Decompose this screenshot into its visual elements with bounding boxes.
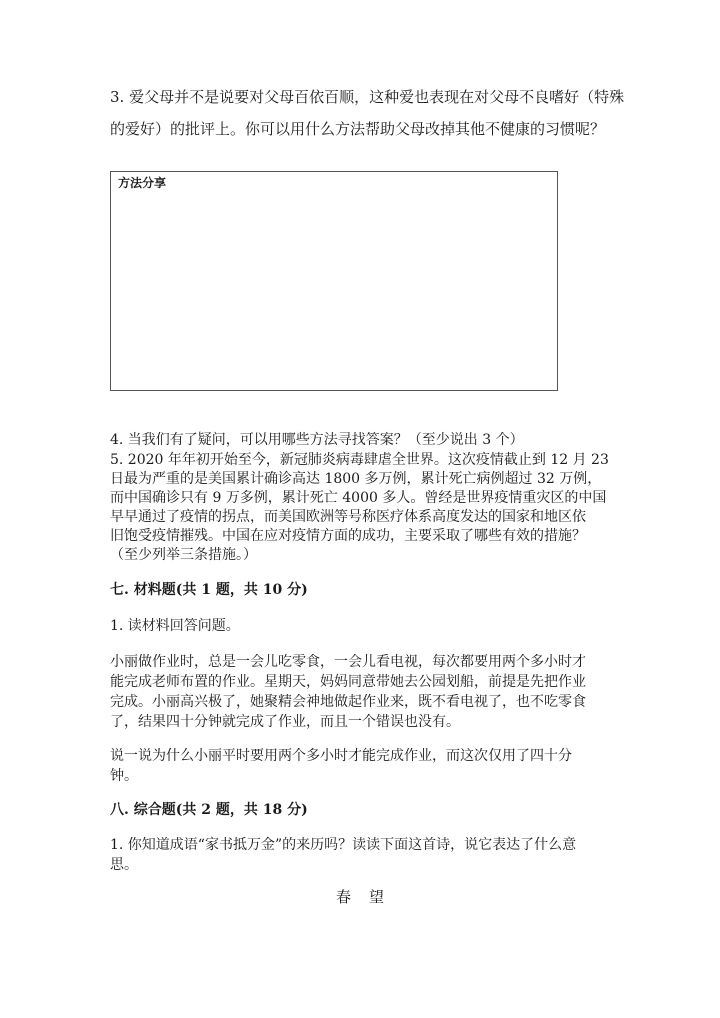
q5-line: 日最为严重的是美国累计确诊高达 1800 多万例，累计死亡病例超过 32 万例，	[110, 471, 602, 487]
box-label: 方法分享	[118, 176, 167, 190]
passage-line: 完成。小丽高兴极了，她聚精会神地做起作业来，既不看电视了，也不吃零食	[110, 694, 586, 710]
section-7-question-1: 1. 读材料回答问题。	[110, 618, 240, 634]
s8-q1-line: 思。	[110, 857, 138, 873]
q5-line: 5. 2020 年年初开始至今，新冠肺炎病毒肆虐全世界。这次疫情截止到 12 月 23	[110, 452, 609, 468]
q3-text-line-1: 3. 爱父母并不是说要对父母百依百顺，这种爱也表现在对父母不良嗜好（特殊	[110, 88, 625, 106]
q5-line: 旧饱受疫情摧残。中国在应对疫情方面的成功，主要采取了哪些有效的措施？	[110, 528, 586, 544]
section-8-heading: 八. 综合题(共 2 题，共 18 分)	[110, 802, 308, 818]
q5-line: （至少列举三条措施。）	[110, 547, 257, 563]
q5-line: 早早通过了疫情的拐点，而美国欧洲等号称医疗体系高度发达的国家和地区依	[110, 509, 586, 525]
section-7-heading: 七. 材料题(共 1 题，共 10 分)	[110, 582, 308, 598]
q5-line: 而中国确诊只有 9 万多例，累计死亡 4000 多人。曾经是世界疫情重灾区的中国	[110, 490, 607, 506]
poem-title: 春望	[335, 888, 402, 906]
passage-line: 能完成老师布置的作业。星期天，妈妈同意带她去公园划船，前提是先把作业	[110, 674, 586, 690]
passage-line: 小丽做作业时，总是一会儿吃零食，一会儿看电视，每次都要用两个多小时才	[110, 654, 586, 670]
s8-q1-line: 1. 你知道成语“家书抵万金”的来历吗？读读下面这首诗，说它表达了什么意	[110, 837, 577, 853]
question-4: 4. 当我们有了疑问，可以用哪些方法寻找答案？（至少说出 3 个）	[110, 432, 524, 448]
passage-question-line: 说一说为什么小丽平时要用两个多小时才能完成作业，而这次仅用了四十分	[110, 748, 572, 764]
q3-text-line-2: 的爱好）的批评上。你可以用什么方法帮助父母改掉其他不健康的习惯呢？	[110, 120, 606, 138]
passage-question-line: 钟。	[110, 768, 138, 784]
method-sharing-answer-box[interactable]	[110, 171, 558, 391]
passage-line: 了，结果四十分钟就完成了作业，而且一个错误也没有。	[110, 714, 460, 730]
